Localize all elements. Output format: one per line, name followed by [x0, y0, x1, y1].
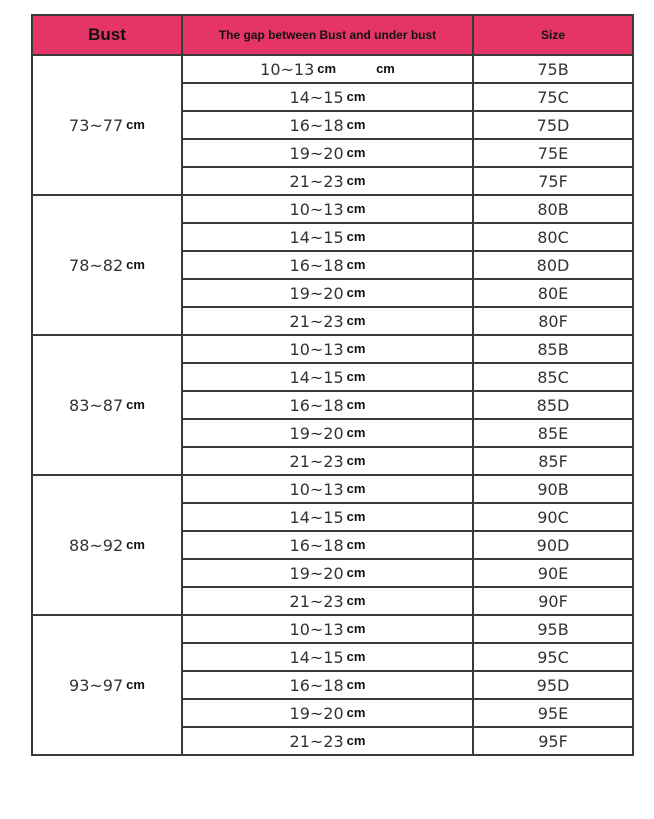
size-cell: 80C [473, 223, 633, 251]
size-cell: 95D [473, 671, 633, 699]
size-cell: 95B [473, 615, 633, 643]
gap-cell [182, 167, 473, 195]
unit-label: cm [346, 480, 366, 496]
gap-cell [182, 559, 473, 587]
unit-label: cm [346, 284, 366, 300]
size-cell: 75D [473, 111, 633, 139]
unit-label: cm [346, 116, 366, 132]
size-cell: 80E [473, 279, 633, 307]
gap-value: 14~15 [289, 87, 344, 107]
gap-value: 10~13 [289, 619, 344, 639]
size-cell: 80D [473, 251, 633, 279]
gap-value: 19~20 [289, 423, 344, 443]
unit-label: cm [346, 312, 366, 328]
gap-value: 16~18 [289, 395, 344, 415]
gap-value: 14~15 [289, 227, 344, 247]
gap-cell [182, 475, 473, 503]
unit-label: cm [346, 340, 366, 356]
gap-cell [182, 671, 473, 699]
table-body [32, 55, 633, 755]
bust-range-value: 88~92 [69, 535, 124, 555]
size-cell: 75B [473, 55, 633, 83]
bust-range-value: 83~87 [69, 395, 124, 415]
unit-label: cm [126, 676, 145, 692]
bust-range-cell [32, 335, 182, 475]
gap-cell [182, 307, 473, 335]
size-cell: 90B [473, 475, 633, 503]
size-cell: 80B [473, 195, 633, 223]
gap-cell [182, 83, 473, 111]
gap-cell [182, 279, 473, 307]
gap-value: 10~13 [289, 339, 344, 359]
gap-cell [182, 727, 473, 755]
header-gap: The gap between Bust and under bust [182, 15, 473, 55]
table-row [32, 335, 633, 363]
size-cell: 75C [473, 83, 633, 111]
table-row [32, 475, 633, 503]
gap-cell [182, 503, 473, 531]
unit-label: cm [346, 88, 366, 104]
gap-cell [182, 111, 473, 139]
gap-value: 21~23 [289, 591, 344, 611]
unit-label: cm [126, 536, 145, 552]
gap-value: 14~15 [289, 647, 344, 667]
bust-range-cell [32, 475, 182, 615]
gap-value: 19~20 [289, 143, 344, 163]
unit-label: cm [317, 60, 337, 76]
unit-label: cm [346, 620, 366, 636]
unit-label: cm [346, 704, 366, 720]
size-cell: 85E [473, 419, 633, 447]
gap-value: 10~13 [289, 479, 344, 499]
size-cell: 85C [473, 363, 633, 391]
unit-label: cm [346, 144, 366, 160]
header-row [32, 15, 633, 55]
gap-value: 19~20 [289, 563, 344, 583]
gap-value: 21~23 [289, 731, 344, 751]
gap-cell [182, 251, 473, 279]
size-cell: 85B [473, 335, 633, 363]
extra-unit-label: cm [376, 60, 395, 76]
size-cell: 80F [473, 307, 633, 335]
size-cell: 75F [473, 167, 633, 195]
header-size: Size [473, 15, 633, 55]
size-cell: 85D [473, 391, 633, 419]
gap-cell [182, 587, 473, 615]
size-cell: 90E [473, 559, 633, 587]
gap-value: 16~18 [289, 675, 344, 695]
gap-cell [182, 643, 473, 671]
table-row [32, 615, 633, 643]
bust-range-value: 78~82 [69, 255, 124, 275]
gap-cell [182, 531, 473, 559]
gap-cell [182, 615, 473, 643]
gap-cell [182, 419, 473, 447]
unit-label: cm [346, 732, 366, 748]
unit-label: cm [346, 172, 366, 188]
table-row [32, 195, 633, 223]
unit-label: cm [346, 564, 366, 580]
gap-cell [182, 363, 473, 391]
unit-label: cm [346, 228, 366, 244]
header-bust: Bust [32, 15, 182, 55]
gap-cell [182, 139, 473, 167]
gap-cell [182, 195, 473, 223]
unit-label: cm [346, 200, 366, 216]
bust-range-value: 73~77 [69, 115, 124, 135]
size-cell: 95C [473, 643, 633, 671]
size-cell: 75E [473, 139, 633, 167]
gap-value: 16~18 [289, 115, 344, 135]
gap-cell [182, 699, 473, 727]
unit-label: cm [346, 396, 366, 412]
unit-label: cm [346, 508, 366, 524]
size-cell: 95F [473, 727, 633, 755]
gap-value: 21~23 [289, 451, 344, 471]
gap-value: 16~18 [289, 535, 344, 555]
unit-label: cm [346, 592, 366, 608]
gap-value: 21~23 [289, 171, 344, 191]
gap-cell [182, 223, 473, 251]
bust-range-cell [32, 55, 182, 195]
unit-label: cm [346, 256, 366, 272]
unit-label: cm [346, 536, 366, 552]
gap-cell [182, 55, 473, 83]
unit-label: cm [126, 396, 145, 412]
gap-value: 14~15 [289, 507, 344, 527]
table-row [32, 55, 633, 83]
gap-value: 10~13 [289, 199, 344, 219]
unit-label: cm [126, 256, 145, 272]
size-cell: 95E [473, 699, 633, 727]
bust-range-cell [32, 615, 182, 755]
unit-label: cm [346, 424, 366, 440]
gap-value: 16~18 [289, 255, 344, 275]
unit-label: cm [346, 676, 366, 692]
unit-label: cm [346, 648, 366, 664]
gap-cell [182, 391, 473, 419]
unit-label: cm [346, 368, 366, 384]
size-cell: 85F [473, 447, 633, 475]
unit-label: cm [346, 452, 366, 468]
unit-label: cm [126, 116, 145, 132]
gap-value: 10~13 [260, 59, 315, 79]
gap-value: 14~15 [289, 367, 344, 387]
gap-value: 21~23 [289, 311, 344, 331]
gap-value: 19~20 [289, 283, 344, 303]
size-cell: 90D [473, 531, 633, 559]
size-chart-table [31, 14, 634, 756]
gap-cell [182, 335, 473, 363]
size-cell: 90F [473, 587, 633, 615]
size-cell: 90C [473, 503, 633, 531]
gap-value: 19~20 [289, 703, 344, 723]
bust-range-cell [32, 195, 182, 335]
bust-range-value: 93~97 [69, 675, 124, 695]
gap-cell [182, 447, 473, 475]
